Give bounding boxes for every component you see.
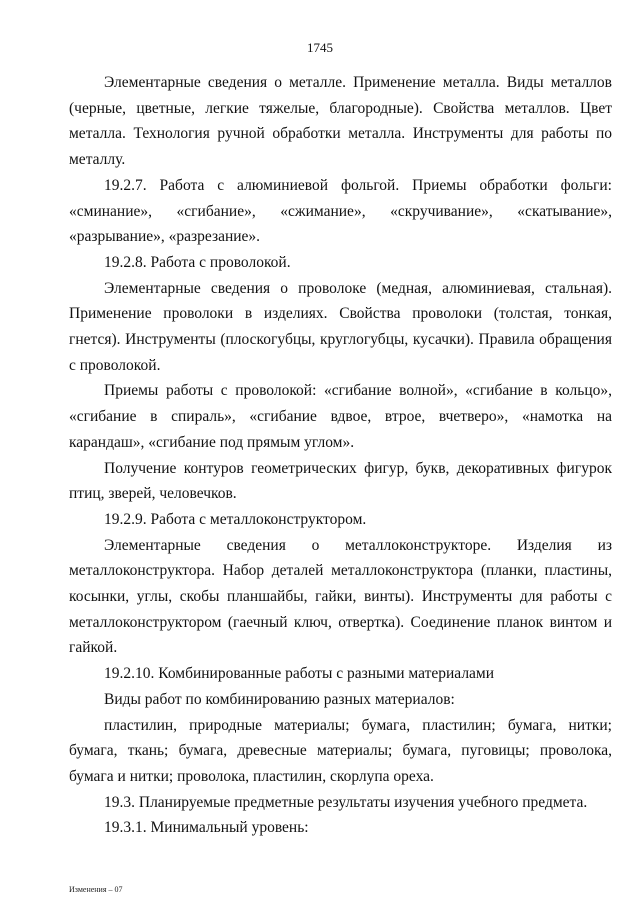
paragraph-wire-contours: Получение контуров геометрических фигур, букв, декоративных фигурок птиц, зверей, человечков. [69, 459, 612, 503]
paragraph-material-combinations: пластилин, природные материалы; бумага, пластилин; бумага, нитки; бумага, ткань; бумага, древесные материалы; бумага, пуговицы; проволока, бумага и нитки; проволока, пластилин, скорлупа ореха. [69, 716, 612, 785]
page-number: 1745 [307, 40, 333, 55]
heading-planned-results: 19.3. Планируемые предметные результаты изучения учебного предмета. [104, 793, 588, 811]
paragraph-constructor-info: Элементарные сведения о металлоконструкторе. Изделия из металлоконструктора. Набор деталей металлоконструктора (планки, пластины, косынки, углы, скобы планшайбы, гайки, винты). Инструменты для работы с металлоконструктором (гаечный ключ, отвертка). Соединение планок винтом и гайкой. [69, 536, 612, 657]
footer-revision-note: Изменения – 07 [69, 885, 123, 894]
paragraph-metal-info: Элементарные сведения о металле. Применение металла. Виды металлов (черные, цветные, легкие тяжелые, благородные). Свойства металлов. Цвет металла. Технология ручной обработки металла. Инструменты для работы по металлу. [69, 74, 612, 169]
paragraph-wire-techniques: Приемы работы с проволокой: «сгибание волной», «сгибание в кольцо», «сгибание в спираль», «сгибание вдвое, втрое, вчетверо», «намотка на карандаш», «сгибание под прямым углом». [69, 382, 612, 451]
document-body [69, 70, 612, 841]
heading-metal-constructor: 19.2.9. Работа с металлоконструктором. [104, 510, 367, 528]
heading-foil-work: 19.2.7. Работа с алюминиевой фольгой. Приемы обработки фольги: «сминание», «сгибание», «сжимание», «скручивание», «скатывание», «разрывание», «разрезание». [69, 176, 612, 246]
heading-combined-work: 19.2.10. Комбинированные работы с разными материалами [104, 665, 495, 683]
heading-minimal-level: 19.3.1. Минимальный уровень: [104, 819, 309, 837]
paragraph-wire-info: Элементарные сведения о проволоке (медная, алюминиевая, стальная). Применение проволоки в изделиях. Свойства проволоки (толстая, тонкая, гнется). Инструменты (плоскогубцы, круглогубцы, кусачки). Правила обращения с проволокой. [69, 279, 612, 374]
paragraph-combined-types: Виды работ по комбинированию разных материалов: [104, 690, 455, 708]
heading-wire-work: 19.2.8. Работа с проволокой. [104, 253, 291, 271]
